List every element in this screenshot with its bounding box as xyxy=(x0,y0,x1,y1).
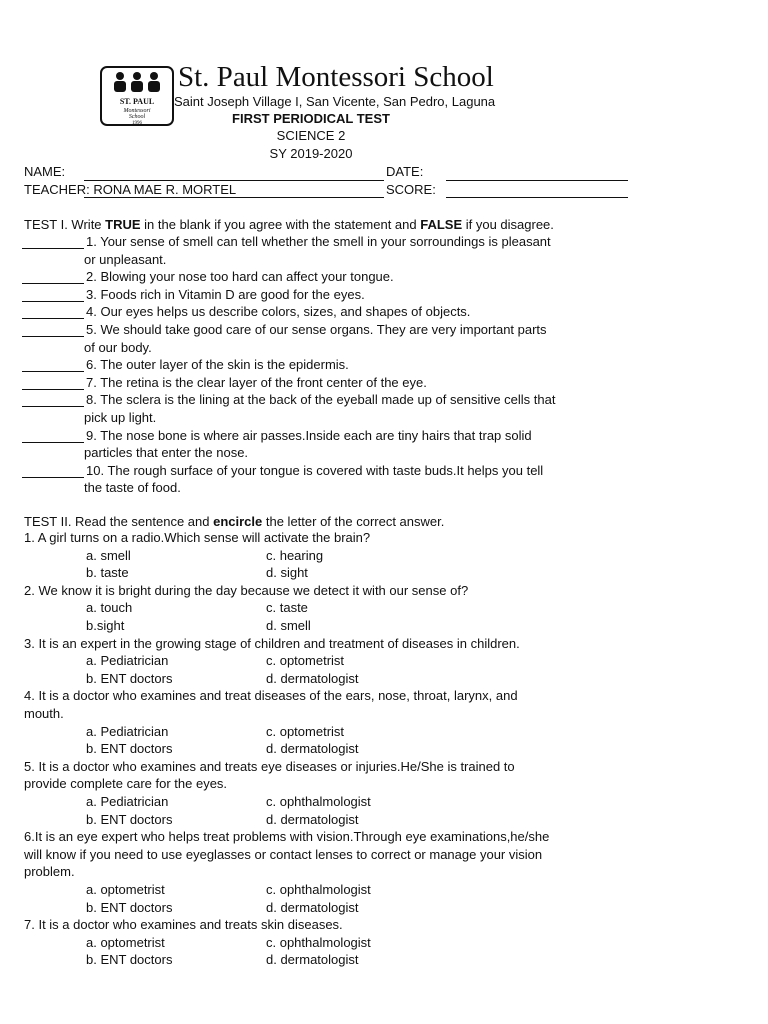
choice-d[interactable]: d. dermatologist xyxy=(266,952,359,968)
svg-text:1996: 1996 xyxy=(132,121,142,126)
svg-text:School: School xyxy=(128,114,146,120)
test1-item-continuation: particles that enter the nose. xyxy=(84,445,249,461)
score-field[interactable] xyxy=(446,197,628,198)
choice-a[interactable]: a. Pediatrician xyxy=(86,723,169,739)
choice-c[interactable]: c. taste xyxy=(266,600,308,616)
answer-blank[interactable] xyxy=(22,301,84,302)
date-field[interactable] xyxy=(446,180,628,181)
answer-blank[interactable] xyxy=(22,248,84,249)
question-text: mouth. xyxy=(24,706,64,721)
answer-blank[interactable] xyxy=(22,283,84,284)
test1-item-text: 6. The outer layer of the skin is the epidermis. xyxy=(86,357,349,373)
test1-item-text: 9. The nose bone is where air passes.Inside each are tiny hairs that trap solid xyxy=(86,427,532,443)
test1-item-text: 8. The sclera is the lining at the back of the eyeball made up of sensitive cells that xyxy=(86,392,556,408)
choice-b[interactable]: b. ENT doctors xyxy=(86,741,173,757)
score-label: SCORE: xyxy=(386,182,436,197)
test2-instructions: TEST II. Read the sentence and encircle the letter of the correct answer. xyxy=(24,514,445,529)
question-text: 3. It is an expert in the growing stage of children and treatment of diseases in children. xyxy=(24,635,520,651)
question-text: provide complete care for the eyes. xyxy=(24,776,228,792)
school-year: SY 2019-2020 xyxy=(269,146,353,161)
test1-item-continuation: pick up light. xyxy=(84,410,157,425)
test1-item-continuation: of our body. xyxy=(84,339,152,355)
choice-d[interactable]: d. sight xyxy=(266,565,308,581)
choice-d[interactable]: d. smell xyxy=(266,618,311,633)
question-text: problem. xyxy=(24,864,75,880)
question-text: 4. It is a doctor who examines and treat diseases of the ears, nose, throat, larynx, and xyxy=(24,688,518,704)
test1-instructions: TEST I. Write TRUE in the blank if you agree with the statement and FALSE if you disagree. xyxy=(24,217,554,232)
choice-a[interactable]: a. optometrist xyxy=(86,882,165,897)
date-label: DATE: xyxy=(386,164,424,179)
answer-blank[interactable] xyxy=(22,318,84,319)
teacher-label: TEACHER: RONA MAE R. MORTEL xyxy=(24,182,237,197)
test1-item-text: 5. We should take good care of our sense organs. They are very important parts xyxy=(86,322,547,337)
choice-a[interactable]: a. Pediatrician xyxy=(86,653,169,669)
choice-d[interactable]: d. dermatologist xyxy=(266,899,359,915)
answer-blank[interactable] xyxy=(22,371,84,372)
question-text: 2. We know it is bright during the day because we detect it with our sense of? xyxy=(24,582,469,598)
question-text: will know if you need to use eyeglasses or contact lenses to correct or manage your vision xyxy=(24,846,543,862)
choice-c[interactable]: c. optometrist xyxy=(266,653,345,669)
choice-c[interactable]: c. ophthalmologist xyxy=(266,882,371,897)
choice-c[interactable]: c. optometrist xyxy=(266,723,345,739)
test1-item-text: 10. The rough surface of your tongue is covered with taste buds.It helps you tell xyxy=(86,462,544,478)
svg-text:ST. PAUL: ST. PAUL xyxy=(119,97,155,106)
choice-b[interactable]: b. ENT doctors xyxy=(86,952,173,968)
test1-item-text: 2. Blowing your nose too hard can affect your tongue. xyxy=(86,269,394,285)
school-name: St. Paul Montessori School xyxy=(178,61,494,93)
test1-item-continuation: the taste of food. xyxy=(84,480,181,496)
test1-item-text: 3. Foods rich in Vitamin D are good for the eyes. xyxy=(86,286,365,302)
name-label: NAME: xyxy=(24,164,66,179)
test1-item-text: 7. The retina is the clear layer of the front center of the eye. xyxy=(86,374,427,390)
test1-item-text: 1. Your sense of smell can tell whether the smell in your sorroundings is pleasant xyxy=(86,234,551,249)
answer-blank[interactable] xyxy=(22,477,84,478)
choice-a[interactable]: a. touch xyxy=(86,600,133,616)
school-address: Saint Joseph Village I, San Vicente, San Pedro, Laguna xyxy=(174,94,496,109)
question-text: 6.It is an eye expert who helps treat problems with vision.Through eye examinations,he/she xyxy=(24,829,550,845)
subject: SCIENCE 2 xyxy=(276,128,346,143)
choice-a[interactable]: a. smell xyxy=(86,547,131,563)
choice-b[interactable]: b. taste xyxy=(86,565,129,581)
question-text: 7. It is a doctor who examines and treats skin diseases. xyxy=(24,917,343,933)
choice-a[interactable]: a. Pediatrician xyxy=(86,794,169,809)
choice-c[interactable]: c. ophthalmologist xyxy=(266,934,371,950)
choice-d[interactable]: d. dermatologist xyxy=(266,811,359,827)
choice-c[interactable]: c. hearing xyxy=(266,547,324,563)
question-text: 1. A girl turns on a radio.Which sense will activate the brain? xyxy=(24,530,371,545)
test1-item-continuation: or unpleasant. xyxy=(84,251,167,267)
answer-blank[interactable] xyxy=(22,442,84,443)
choice-b[interactable]: b. ENT doctors xyxy=(86,899,173,915)
answer-blank[interactable] xyxy=(22,406,84,407)
answer-blank[interactable] xyxy=(22,336,84,337)
teacher-line xyxy=(84,197,384,198)
answer-blank[interactable] xyxy=(22,389,84,390)
choice-b[interactable]: b. ENT doctors xyxy=(86,670,173,686)
svg-text:Montessori: Montessori xyxy=(123,108,151,114)
test-title: FIRST PERIODICAL TEST xyxy=(232,111,390,126)
choice-b[interactable]: b.sight xyxy=(86,618,125,633)
test1-item-text: 4. Our eyes helps us describe colors, sizes, and shapes of objects. xyxy=(86,304,471,320)
choice-d[interactable]: d. dermatologist xyxy=(266,741,359,757)
choice-c[interactable]: c. ophthalmologist xyxy=(266,794,371,809)
choice-d[interactable]: d. dermatologist xyxy=(266,670,359,686)
question-text: 5. It is a doctor who examines and treats eye diseases or injuries.He/She is trained to xyxy=(24,758,515,774)
choice-a[interactable]: a. optometrist xyxy=(86,934,165,950)
choice-b[interactable]: b. ENT doctors xyxy=(86,811,173,827)
